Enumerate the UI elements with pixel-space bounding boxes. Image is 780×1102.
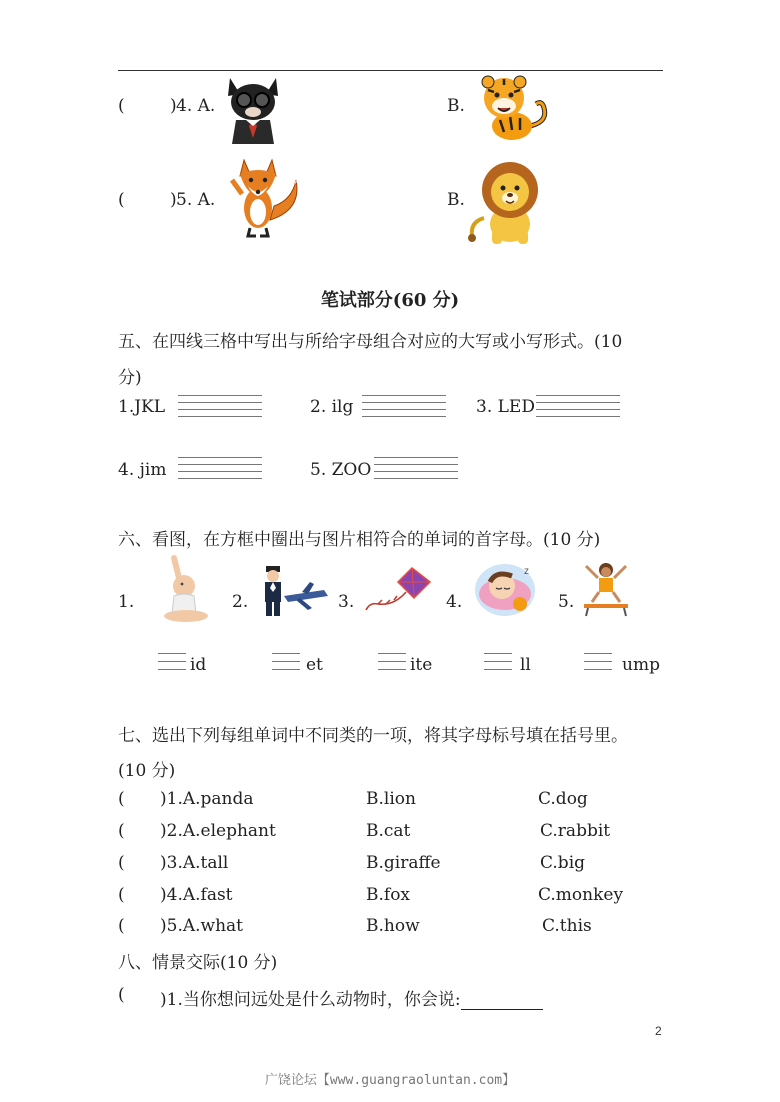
letter-item: 3. LED xyxy=(476,397,535,417)
tiger-icon xyxy=(474,70,552,148)
word-ending: ite xyxy=(410,655,433,675)
word-ending: id xyxy=(190,655,207,675)
letter-item: 5. ZOO xyxy=(310,460,372,480)
answer-paren-close: ) xyxy=(170,190,177,210)
svg-text:z: z xyxy=(524,566,529,577)
option-c: C.this xyxy=(542,916,592,936)
option-b: B.how xyxy=(366,916,420,936)
baby-icon xyxy=(158,552,212,624)
pilot-plane-icon xyxy=(258,562,330,618)
option-c: C.dog xyxy=(538,789,588,809)
picture-number: 3. xyxy=(338,592,355,612)
question-text xyxy=(160,985,543,1010)
answer-paren-open: ( xyxy=(118,789,125,809)
letter-item: 1.JKL xyxy=(118,397,166,417)
picture-number: 5. xyxy=(558,592,575,612)
question-label: 5. A. xyxy=(176,190,216,210)
answer-paren-open: ( xyxy=(118,885,125,905)
jumping-girl-icon xyxy=(578,560,634,620)
picture-number: 2. xyxy=(232,592,249,612)
page-number: 2 xyxy=(655,1024,662,1038)
fox-icon xyxy=(226,150,302,238)
four-line-grid[interactable] xyxy=(178,457,262,483)
four-line-grid[interactable] xyxy=(374,457,458,483)
section6-title: 六、看图，在方框中圈出与图片相符合的单词的首字母。(10 分) xyxy=(118,530,601,550)
answer-paren-open: ( xyxy=(118,96,125,116)
three-line-grid[interactable] xyxy=(484,653,512,673)
three-line-grid[interactable] xyxy=(378,653,406,673)
footer-watermark: 广饶论坛【www.guangraoluntan.com】 xyxy=(264,1073,516,1088)
top-rule xyxy=(118,70,663,71)
answer-blank[interactable] xyxy=(461,992,543,1010)
option-c: C.monkey xyxy=(538,885,624,905)
option-b: B.cat xyxy=(366,821,411,841)
question-text-content: )1.当你想问远处是什么动物时，你会说: xyxy=(160,990,461,1010)
lion-icon xyxy=(466,158,544,246)
three-line-grid[interactable] xyxy=(272,653,300,673)
answer-paren-open: ( xyxy=(118,853,125,873)
four-line-grid[interactable] xyxy=(178,395,262,421)
option-a: )3.A.tall xyxy=(160,853,229,873)
option-c: C.big xyxy=(540,853,586,873)
answer-paren-close: ) xyxy=(170,96,177,116)
answer-paren-open: ( xyxy=(118,916,125,936)
option-b-label: B. xyxy=(447,190,465,210)
section8-title: 八、情景交际(10 分) xyxy=(118,953,278,973)
section5-title-cont: 分) xyxy=(118,368,142,388)
picture-number: 1. xyxy=(118,592,135,612)
option-b-label: B. xyxy=(447,96,465,116)
three-line-grid[interactable] xyxy=(158,653,186,673)
word-ending: ll xyxy=(520,655,531,675)
section-heading: 笔试部分(60 分) xyxy=(320,290,460,311)
kite-icon xyxy=(364,566,432,616)
word-ending: et xyxy=(306,655,323,675)
answer-paren-open: ( xyxy=(118,821,125,841)
option-c: C.rabbit xyxy=(540,821,611,841)
letter-item: 2. ilg xyxy=(310,397,354,417)
answer-paren-open: ( xyxy=(118,190,125,210)
option-a: )5.A.what xyxy=(160,916,243,936)
dog-with-binoculars-icon xyxy=(222,74,284,146)
word-ending: ump xyxy=(622,655,660,675)
three-line-grid[interactable] xyxy=(584,653,612,673)
option-b: B.lion xyxy=(366,789,416,809)
letter-item: 4. jim xyxy=(118,460,167,480)
option-a: )4.A.fast xyxy=(160,885,233,905)
section7-score: (10 分) xyxy=(118,761,176,781)
question-label: 4. A. xyxy=(176,96,216,116)
option-b: B.fox xyxy=(366,885,411,905)
option-a: )1.A.panda xyxy=(160,789,254,809)
section5-title: 五、在四线三格中写出与所给字母组合对应的大写或小写形式。(10 xyxy=(118,332,623,352)
answer-paren-open: ( xyxy=(118,985,125,1005)
picture-number: 4. xyxy=(446,592,463,612)
four-line-grid[interactable] xyxy=(362,395,446,421)
four-line-grid[interactable] xyxy=(536,395,620,421)
option-a: )2.A.elephant xyxy=(160,821,276,841)
section7-title: 七、选出下列每组单词中不同类的一项，将其字母标号填在括号里。 xyxy=(118,726,628,746)
sleeping-child-icon xyxy=(472,560,538,618)
option-b: B.giraffe xyxy=(366,853,441,873)
